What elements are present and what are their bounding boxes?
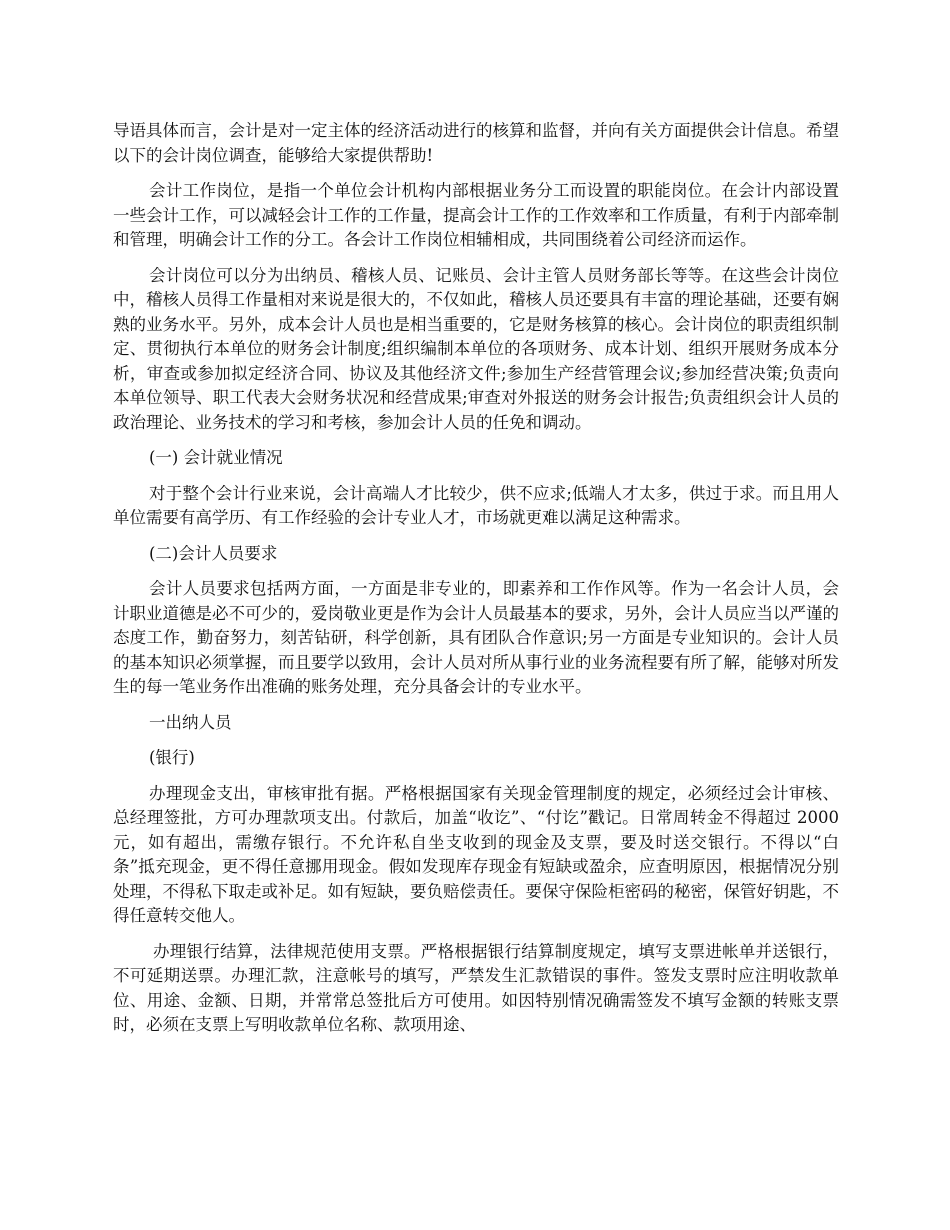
document-page [113,119,839,1049]
section-heading-cashier: 一出纳人员 [149,712,232,732]
intro-paragraph: 导语具体而言，会计是对一定主体的经济活动进行的核算和监督，并向有关方面提供会计信息。希望以下的会计岗位调查，能够给大家提供帮助! [113,121,839,165]
cash-handling-paragraph: 办理现金支出，审核审批有据。严格根据国家有关现金管理制度的规定，必须经过会计审核、总经理签批，方可办理款项支出。付款后，加盖“收讫”、“付讫”戳记。日常周转金不得超过 2000 元，如有超出，需缴存银行。不允许私自坐支收到的现金及支票，要及时送交银行。不得以“白条”抵充现金，更不得任意挪用现金。假如发现库存现金有短缺或盈余，应查明原因，根据情况分别处理，不得私下取走或补足。如有短缺，要负赔偿责任。要保守保险柜密码的秘密，保管好钥匙，不得任意转交他人。 [113,783,839,925]
section-heading-bank: (银行) [149,748,195,767]
requirements-paragraph: 会计人员要求包括两方面，一方面是非专业的，即素养和工作作风等。作为一名会计人员，会计职业道德是必不可少的，爱岗敬业更是作为会计人员最基本的要求，另外，会计人员应当以严谨的态度工作，勤奋努力，刻苦钻研，科学创新，具有团队合作意识;另一方面是专业知识的。会计人员的基本知识必须掌握，而且要学以致用，会计人员对所从事行业的业务流程要有所了解，能够对所发生的每一笔业务作出准确的账务处理，充分具备会计的专业水平。 [113,579,839,696]
bank-settlement-paragraph: 办理银行结算，法律规范使用支票。严格根据银行结算制度规定，填写支票进帐单并送银行，不可延期送票。办理汇款，注意帐号的填写，严禁发生汇款错误的事件。签发支票时应注明收款单位、用途、金额、日期，并常常总签批后方可使用。如因特别情况确需签发不填写金额的转账支票时，必须在支票上写明收款单位名称、款项用途、 [113,941,839,1034]
job-definition-paragraph: 会计工作岗位，是指一个单位会计机构内部根据业务分工而设置的职能岗位。在会计内部设置一些会计工作，可以减轻会计工作的工作量，提高会计工作的工作效率和工作质量，有利于内部牵制和管理，明确会计工作的分工。各会计工作岗位相辅相成，共同围绕着公司经济而运作。 [113,181,839,249]
job-categories-paragraph: 会计岗位可以分为出纳员、稽核人员、记账员、会计主管人员财务部长等等。在这些会计岗位中，稽核人员得工作量相对来说是很大的，不仅如此，稽核人员还要具有丰富的理论基础，还要有娴熟的业务水平。另外，成本会计人员也是相当重要的，它是财务核算的核心。会计岗位的职责组织制定、贯彻执行本单位的财务会计制度;组织编制本单位的各项财务、成本计划、组织开展财务成本分析，审查或参加拟定经济合同、协议及其他经济文件;参加生产经营管理会议;参加经营决策;负责向本单位领导、职工代表大会财务状况和经营成果;审查对外报送的财务会计报告;负责组织会计人员的政治理论、业务技术的学习和考核，参加会计人员的任免和调动。 [113,265,839,432]
section-heading-employment: (一) 会计就业情况 [149,448,283,467]
section-heading-requirements: (二)会计人员要求 [149,543,278,563]
employment-paragraph: 对于整个会计行业来说，会计高端人才比较少，供不应求;低端人才太多，供过于求。而且用人单位需要有高学历、有工作经验的会计专业人才，市场就更难以满足这种需求。 [113,483,839,527]
